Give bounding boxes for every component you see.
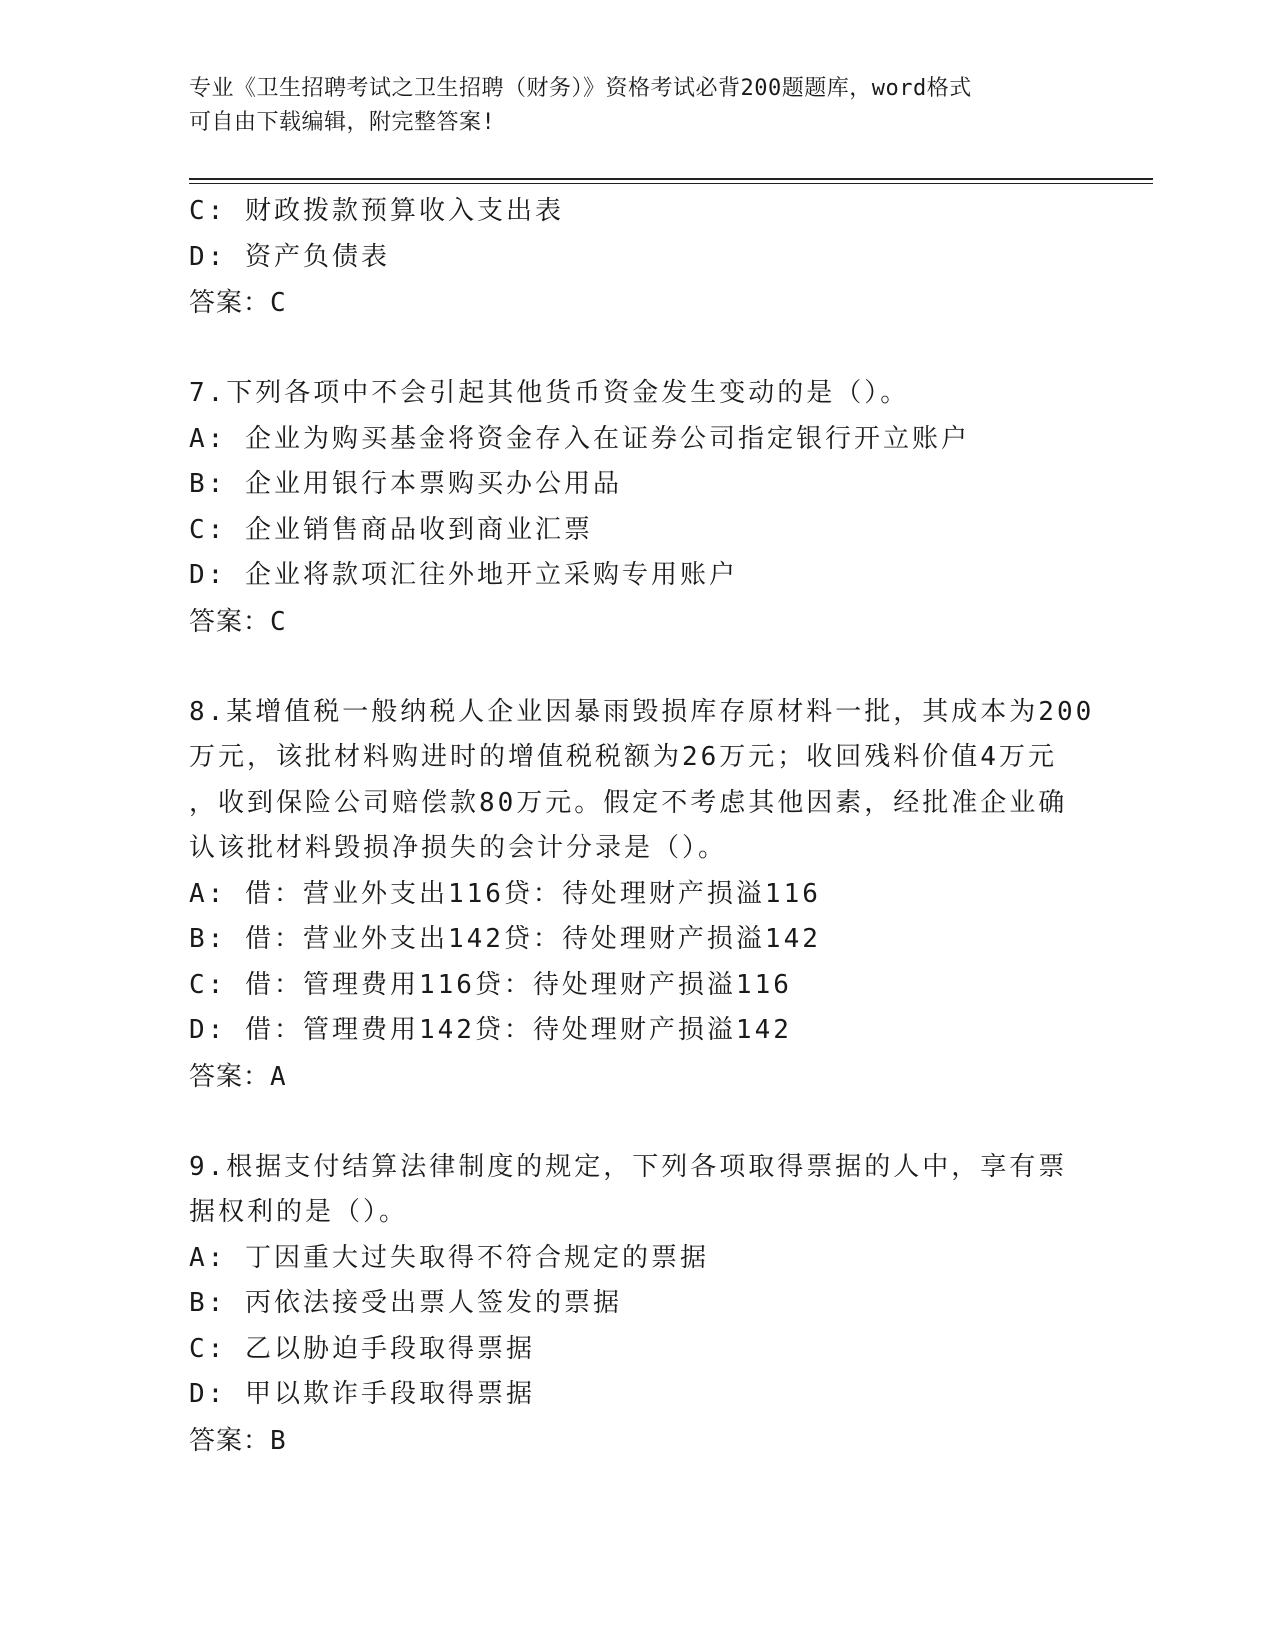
header-rule-thick — [189, 178, 1153, 180]
question-7 — [189, 371, 1089, 645]
question-stem-line-4: 认该批材料毁损净损失的会计分录是（）。 — [189, 833, 728, 863]
question-8 — [189, 690, 1095, 1100]
question-9 — [189, 1145, 1089, 1464]
question-stem-line-1: 9.根据支付结算法律制度的规定，下列各项取得票据的人中，享有票 — [189, 1151, 1068, 1182]
option-d: D: 企业将款项汇往外地开立采购专用账户 — [189, 560, 738, 590]
header-line-1: 专业《卫生招聘考试之卫生招聘（财务）》资格考试必背200题题库，word格式 — [189, 76, 972, 101]
question-6-tail — [189, 189, 1089, 326]
answer-line: 答案：C — [189, 288, 287, 318]
option-d: D: 借：管理费用142贷：待处理财产损溢142 — [189, 1015, 792, 1045]
header-rule-thin — [189, 183, 1153, 184]
question-stem-line-3: ，收到保险公司赔偿款80万元。假定不考虑其他因素，经批准企业确 — [189, 787, 1068, 818]
question-stem-line-2: 据权利的是（）。 — [189, 1197, 409, 1227]
option-a: A: 丁因重大过失取得不符合规定的票据 — [189, 1242, 709, 1273]
document-header — [189, 72, 1069, 140]
option-a: A: 企业为购买基金将资金存入在证券公司指定银行开立账户 — [189, 423, 970, 454]
answer-line: 答案：B — [189, 1425, 287, 1456]
question-stem-line-1: 8.某增值税一般纳税人企业因暴雨毁损库存原材料一批，其成本为200 — [189, 696, 1095, 727]
option-c: C: 财政拨款预算收入支出表 — [189, 196, 564, 226]
option-c: C: 乙以胁迫手段取得票据 — [189, 1333, 535, 1364]
header-line-2: 可自由下载编辑，附完整答案! — [189, 110, 496, 135]
answer-line: 答案：A — [189, 1061, 287, 1092]
answer-line: 答案：C — [189, 606, 287, 637]
option-c: C: 借：管理费用116贷：待处理财产损溢116 — [189, 969, 792, 1000]
option-b: B: 丙依法接受出票人签发的票据 — [189, 1288, 622, 1318]
option-b: B: 企业用银行本票购买办公用品 — [189, 469, 622, 499]
option-d: D: 资产负债表 — [189, 241, 390, 272]
question-list — [189, 189, 1095, 1464]
option-b: B: 借：营业外支出142贷：待处理财产损溢142 — [189, 924, 821, 954]
option-c: C: 企业销售商品收到商业汇票 — [189, 514, 593, 545]
question-stem: 7.下列各项中不会引起其他货币资金发生变动的是（）。 — [189, 378, 910, 408]
option-a: A: 借：营业外支出116贷：待处理财产损溢116 — [189, 878, 821, 909]
option-d: D: 甲以欺诈手段取得票据 — [189, 1379, 535, 1409]
question-stem-line-2: 万元，该批材料购进时的增值税税额为26万元；收回残料价值4万元 — [189, 742, 1057, 772]
